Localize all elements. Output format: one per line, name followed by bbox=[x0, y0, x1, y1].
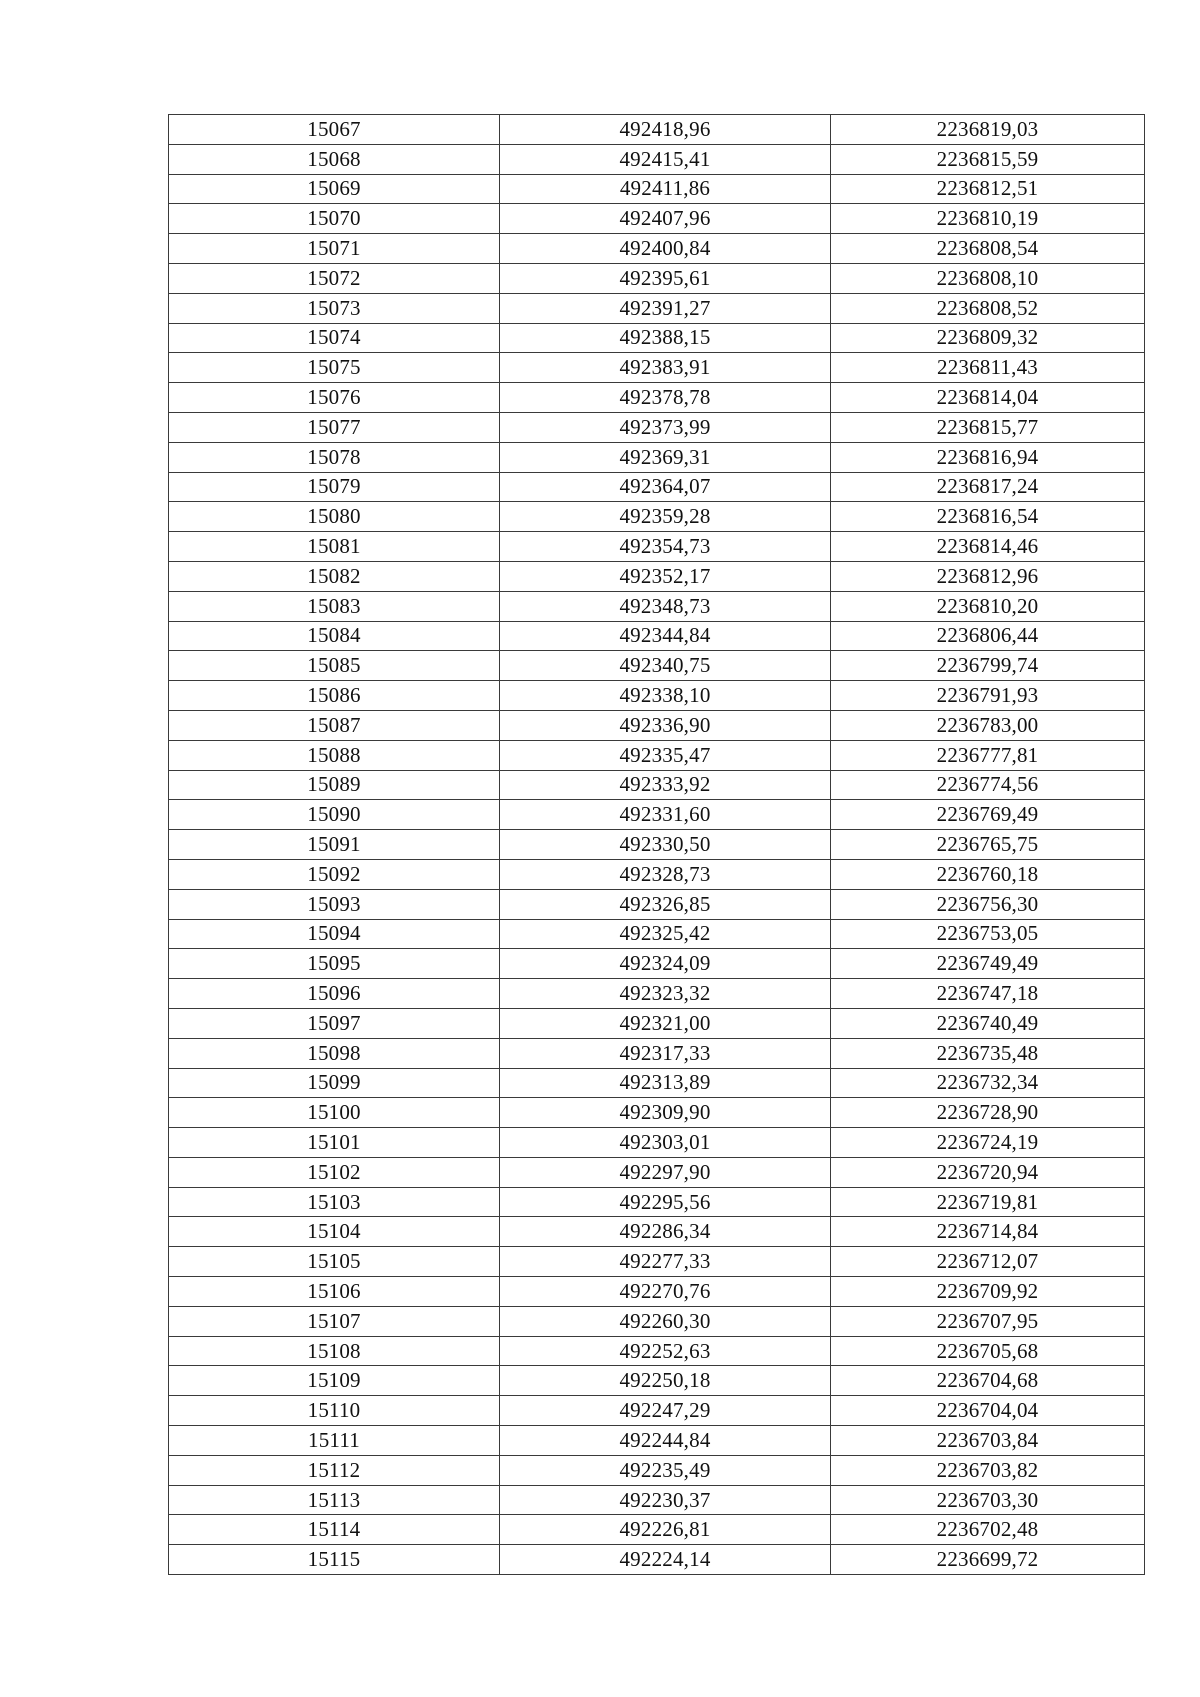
table-row bbox=[169, 651, 1145, 681]
table-row bbox=[169, 323, 1145, 353]
y-coordinate-cell: 2236704,04 bbox=[831, 1396, 1145, 1426]
table-row bbox=[169, 561, 1145, 591]
y-coordinate-cell: 2236702,48 bbox=[831, 1515, 1145, 1545]
point-number-cell: 15113 bbox=[169, 1485, 500, 1515]
x-coordinate-cell: 492338,10 bbox=[500, 681, 831, 711]
x-coordinate-cell: 492391,27 bbox=[500, 293, 831, 323]
point-number-cell: 15073 bbox=[169, 293, 500, 323]
y-coordinate-cell: 2236819,03 bbox=[831, 115, 1145, 145]
x-coordinate-cell: 492369,31 bbox=[500, 442, 831, 472]
y-coordinate-cell: 2236749,49 bbox=[831, 949, 1145, 979]
x-coordinate-cell: 492344,84 bbox=[500, 621, 831, 651]
y-coordinate-cell: 2236774,56 bbox=[831, 770, 1145, 800]
y-coordinate-cell: 2236756,30 bbox=[831, 889, 1145, 919]
x-coordinate-cell: 492364,07 bbox=[500, 472, 831, 502]
point-number-cell: 15089 bbox=[169, 770, 500, 800]
table-row bbox=[169, 1098, 1145, 1128]
table-row bbox=[169, 204, 1145, 234]
y-coordinate-cell: 2236808,54 bbox=[831, 234, 1145, 264]
table-row bbox=[169, 949, 1145, 979]
point-number-cell: 15102 bbox=[169, 1157, 500, 1187]
x-coordinate-cell: 492354,73 bbox=[500, 532, 831, 562]
y-coordinate-cell: 2236783,00 bbox=[831, 710, 1145, 740]
y-coordinate-cell: 2236806,44 bbox=[831, 621, 1145, 651]
point-number-cell: 15082 bbox=[169, 561, 500, 591]
y-coordinate-cell: 2236812,96 bbox=[831, 561, 1145, 591]
x-coordinate-cell: 492415,41 bbox=[500, 144, 831, 174]
table-row bbox=[169, 234, 1145, 264]
y-coordinate-cell: 2236815,59 bbox=[831, 144, 1145, 174]
table-row bbox=[169, 830, 1145, 860]
point-number-cell: 15096 bbox=[169, 979, 500, 1009]
table-row bbox=[169, 1396, 1145, 1426]
x-coordinate-cell: 492309,90 bbox=[500, 1098, 831, 1128]
y-coordinate-cell: 2236705,68 bbox=[831, 1336, 1145, 1366]
x-coordinate-cell: 492395,61 bbox=[500, 263, 831, 293]
point-number-cell: 15067 bbox=[169, 115, 500, 145]
table-row bbox=[169, 770, 1145, 800]
y-coordinate-cell: 2236816,94 bbox=[831, 442, 1145, 472]
point-number-cell: 15111 bbox=[169, 1426, 500, 1456]
x-coordinate-cell: 492270,76 bbox=[500, 1277, 831, 1307]
x-coordinate-cell: 492323,32 bbox=[500, 979, 831, 1009]
point-number-cell: 15078 bbox=[169, 442, 500, 472]
table-row bbox=[169, 979, 1145, 1009]
x-coordinate-cell: 492373,99 bbox=[500, 412, 831, 442]
x-coordinate-cell: 492340,75 bbox=[500, 651, 831, 681]
y-coordinate-cell: 2236703,30 bbox=[831, 1485, 1145, 1515]
table-row bbox=[169, 1247, 1145, 1277]
point-number-cell: 15094 bbox=[169, 919, 500, 949]
point-number-cell: 15092 bbox=[169, 859, 500, 889]
x-coordinate-cell: 492317,33 bbox=[500, 1038, 831, 1068]
x-coordinate-cell: 492226,81 bbox=[500, 1515, 831, 1545]
table-row bbox=[169, 115, 1145, 145]
table-row bbox=[169, 502, 1145, 532]
y-coordinate-cell: 2236812,51 bbox=[831, 174, 1145, 204]
y-coordinate-cell: 2236699,72 bbox=[831, 1545, 1145, 1575]
x-coordinate-cell: 492230,37 bbox=[500, 1485, 831, 1515]
point-number-cell: 15109 bbox=[169, 1366, 500, 1396]
y-coordinate-cell: 2236703,84 bbox=[831, 1426, 1145, 1456]
x-coordinate-cell: 492388,15 bbox=[500, 323, 831, 353]
point-number-cell: 15107 bbox=[169, 1306, 500, 1336]
x-coordinate-cell: 492330,50 bbox=[500, 830, 831, 860]
table-row bbox=[169, 681, 1145, 711]
y-coordinate-cell: 2236769,49 bbox=[831, 800, 1145, 830]
y-coordinate-cell: 2236808,52 bbox=[831, 293, 1145, 323]
x-coordinate-cell: 492328,73 bbox=[500, 859, 831, 889]
point-number-cell: 15074 bbox=[169, 323, 500, 353]
y-coordinate-cell: 2236810,20 bbox=[831, 591, 1145, 621]
y-coordinate-cell: 2236724,19 bbox=[831, 1128, 1145, 1158]
point-number-cell: 15099 bbox=[169, 1068, 500, 1098]
y-coordinate-cell: 2236765,75 bbox=[831, 830, 1145, 860]
y-coordinate-cell: 2236760,18 bbox=[831, 859, 1145, 889]
table-row bbox=[169, 174, 1145, 204]
x-coordinate-cell: 492260,30 bbox=[500, 1306, 831, 1336]
table-row bbox=[169, 1157, 1145, 1187]
y-coordinate-cell: 2236732,34 bbox=[831, 1068, 1145, 1098]
y-coordinate-cell: 2236740,49 bbox=[831, 1008, 1145, 1038]
y-coordinate-cell: 2236720,94 bbox=[831, 1157, 1145, 1187]
table-row bbox=[169, 919, 1145, 949]
x-coordinate-cell: 492331,60 bbox=[500, 800, 831, 830]
x-coordinate-cell: 492352,17 bbox=[500, 561, 831, 591]
table-row bbox=[169, 412, 1145, 442]
y-coordinate-cell: 2236728,90 bbox=[831, 1098, 1145, 1128]
y-coordinate-cell: 2236714,84 bbox=[831, 1217, 1145, 1247]
point-number-cell: 15079 bbox=[169, 472, 500, 502]
table-row bbox=[169, 1545, 1145, 1575]
table-row bbox=[169, 472, 1145, 502]
table-row bbox=[169, 1128, 1145, 1158]
table-row bbox=[169, 1515, 1145, 1545]
point-number-cell: 15091 bbox=[169, 830, 500, 860]
x-coordinate-cell: 492411,86 bbox=[500, 174, 831, 204]
y-coordinate-cell: 2236735,48 bbox=[831, 1038, 1145, 1068]
y-coordinate-cell: 2236815,77 bbox=[831, 412, 1145, 442]
point-number-cell: 15080 bbox=[169, 502, 500, 532]
table-row bbox=[169, 621, 1145, 651]
x-coordinate-cell: 492286,34 bbox=[500, 1217, 831, 1247]
coordinates-table bbox=[168, 114, 1145, 1575]
y-coordinate-cell: 2236719,81 bbox=[831, 1187, 1145, 1217]
table-row bbox=[169, 442, 1145, 472]
table-row bbox=[169, 1008, 1145, 1038]
point-number-cell: 15070 bbox=[169, 204, 500, 234]
table-row bbox=[169, 293, 1145, 323]
table-row bbox=[169, 1068, 1145, 1098]
x-coordinate-cell: 492277,33 bbox=[500, 1247, 831, 1277]
table-row bbox=[169, 1336, 1145, 1366]
x-coordinate-cell: 492324,09 bbox=[500, 949, 831, 979]
y-coordinate-cell: 2236777,81 bbox=[831, 740, 1145, 770]
table-row bbox=[169, 591, 1145, 621]
y-coordinate-cell: 2236704,68 bbox=[831, 1366, 1145, 1396]
point-number-cell: 15087 bbox=[169, 710, 500, 740]
x-coordinate-cell: 492407,96 bbox=[500, 204, 831, 234]
point-number-cell: 15097 bbox=[169, 1008, 500, 1038]
y-coordinate-cell: 2236809,32 bbox=[831, 323, 1145, 353]
point-number-cell: 15083 bbox=[169, 591, 500, 621]
point-number-cell: 15093 bbox=[169, 889, 500, 919]
table-row bbox=[169, 353, 1145, 383]
point-number-cell: 15101 bbox=[169, 1128, 500, 1158]
x-coordinate-cell: 492250,18 bbox=[500, 1366, 831, 1396]
x-coordinate-cell: 492333,92 bbox=[500, 770, 831, 800]
x-coordinate-cell: 492325,42 bbox=[500, 919, 831, 949]
point-number-cell: 15085 bbox=[169, 651, 500, 681]
x-coordinate-cell: 492303,01 bbox=[500, 1128, 831, 1158]
x-coordinate-cell: 492244,84 bbox=[500, 1426, 831, 1456]
table-row bbox=[169, 1306, 1145, 1336]
table-row bbox=[169, 1277, 1145, 1307]
y-coordinate-cell: 2236816,54 bbox=[831, 502, 1145, 532]
point-number-cell: 15112 bbox=[169, 1455, 500, 1485]
point-number-cell: 15088 bbox=[169, 740, 500, 770]
x-coordinate-cell: 492252,63 bbox=[500, 1336, 831, 1366]
y-coordinate-cell: 2236707,95 bbox=[831, 1306, 1145, 1336]
y-coordinate-cell: 2236791,93 bbox=[831, 681, 1145, 711]
x-coordinate-cell: 492335,47 bbox=[500, 740, 831, 770]
y-coordinate-cell: 2236808,10 bbox=[831, 263, 1145, 293]
point-number-cell: 15084 bbox=[169, 621, 500, 651]
y-coordinate-cell: 2236817,24 bbox=[831, 472, 1145, 502]
point-number-cell: 15076 bbox=[169, 383, 500, 413]
x-coordinate-cell: 492295,56 bbox=[500, 1187, 831, 1217]
x-coordinate-cell: 492321,00 bbox=[500, 1008, 831, 1038]
point-number-cell: 15071 bbox=[169, 234, 500, 264]
x-coordinate-cell: 492326,85 bbox=[500, 889, 831, 919]
point-number-cell: 15104 bbox=[169, 1217, 500, 1247]
point-number-cell: 15105 bbox=[169, 1247, 500, 1277]
point-number-cell: 15103 bbox=[169, 1187, 500, 1217]
point-number-cell: 15110 bbox=[169, 1396, 500, 1426]
table-row bbox=[169, 1455, 1145, 1485]
x-coordinate-cell: 492297,90 bbox=[500, 1157, 831, 1187]
y-coordinate-cell: 2236814,04 bbox=[831, 383, 1145, 413]
y-coordinate-cell: 2236703,82 bbox=[831, 1455, 1145, 1485]
table-row bbox=[169, 740, 1145, 770]
table-row bbox=[169, 383, 1145, 413]
table-row bbox=[169, 710, 1145, 740]
table-row bbox=[169, 532, 1145, 562]
x-coordinate-cell: 492378,78 bbox=[500, 383, 831, 413]
coordinates-table-body bbox=[169, 115, 1145, 1575]
y-coordinate-cell: 2236753,05 bbox=[831, 919, 1145, 949]
table-row bbox=[169, 1366, 1145, 1396]
table-row bbox=[169, 1187, 1145, 1217]
x-coordinate-cell: 492313,89 bbox=[500, 1068, 831, 1098]
y-coordinate-cell: 2236810,19 bbox=[831, 204, 1145, 234]
y-coordinate-cell: 2236811,43 bbox=[831, 353, 1145, 383]
x-coordinate-cell: 492359,28 bbox=[500, 502, 831, 532]
point-number-cell: 15095 bbox=[169, 949, 500, 979]
point-number-cell: 15106 bbox=[169, 1277, 500, 1307]
y-coordinate-cell: 2236712,07 bbox=[831, 1247, 1145, 1277]
point-number-cell: 15086 bbox=[169, 681, 500, 711]
point-number-cell: 15115 bbox=[169, 1545, 500, 1575]
table-row bbox=[169, 1485, 1145, 1515]
x-coordinate-cell: 492383,91 bbox=[500, 353, 831, 383]
table-row bbox=[169, 889, 1145, 919]
y-coordinate-cell: 2236709,92 bbox=[831, 1277, 1145, 1307]
x-coordinate-cell: 492235,49 bbox=[500, 1455, 831, 1485]
x-coordinate-cell: 492348,73 bbox=[500, 591, 831, 621]
table-row bbox=[169, 1038, 1145, 1068]
x-coordinate-cell: 492400,84 bbox=[500, 234, 831, 264]
point-number-cell: 15072 bbox=[169, 263, 500, 293]
table-row bbox=[169, 263, 1145, 293]
table-row bbox=[169, 144, 1145, 174]
table-row bbox=[169, 1426, 1145, 1456]
x-coordinate-cell: 492336,90 bbox=[500, 710, 831, 740]
point-number-cell: 15069 bbox=[169, 174, 500, 204]
x-coordinate-cell: 492418,96 bbox=[500, 115, 831, 145]
point-number-cell: 15090 bbox=[169, 800, 500, 830]
point-number-cell: 15098 bbox=[169, 1038, 500, 1068]
point-number-cell: 15081 bbox=[169, 532, 500, 562]
point-number-cell: 15075 bbox=[169, 353, 500, 383]
table-row bbox=[169, 1217, 1145, 1247]
x-coordinate-cell: 492224,14 bbox=[500, 1545, 831, 1575]
table-row bbox=[169, 800, 1145, 830]
table-row bbox=[169, 859, 1145, 889]
point-number-cell: 15114 bbox=[169, 1515, 500, 1545]
x-coordinate-cell: 492247,29 bbox=[500, 1396, 831, 1426]
point-number-cell: 15077 bbox=[169, 412, 500, 442]
point-number-cell: 15108 bbox=[169, 1336, 500, 1366]
point-number-cell: 15068 bbox=[169, 144, 500, 174]
y-coordinate-cell: 2236799,74 bbox=[831, 651, 1145, 681]
y-coordinate-cell: 2236814,46 bbox=[831, 532, 1145, 562]
y-coordinate-cell: 2236747,18 bbox=[831, 979, 1145, 1009]
point-number-cell: 15100 bbox=[169, 1098, 500, 1128]
